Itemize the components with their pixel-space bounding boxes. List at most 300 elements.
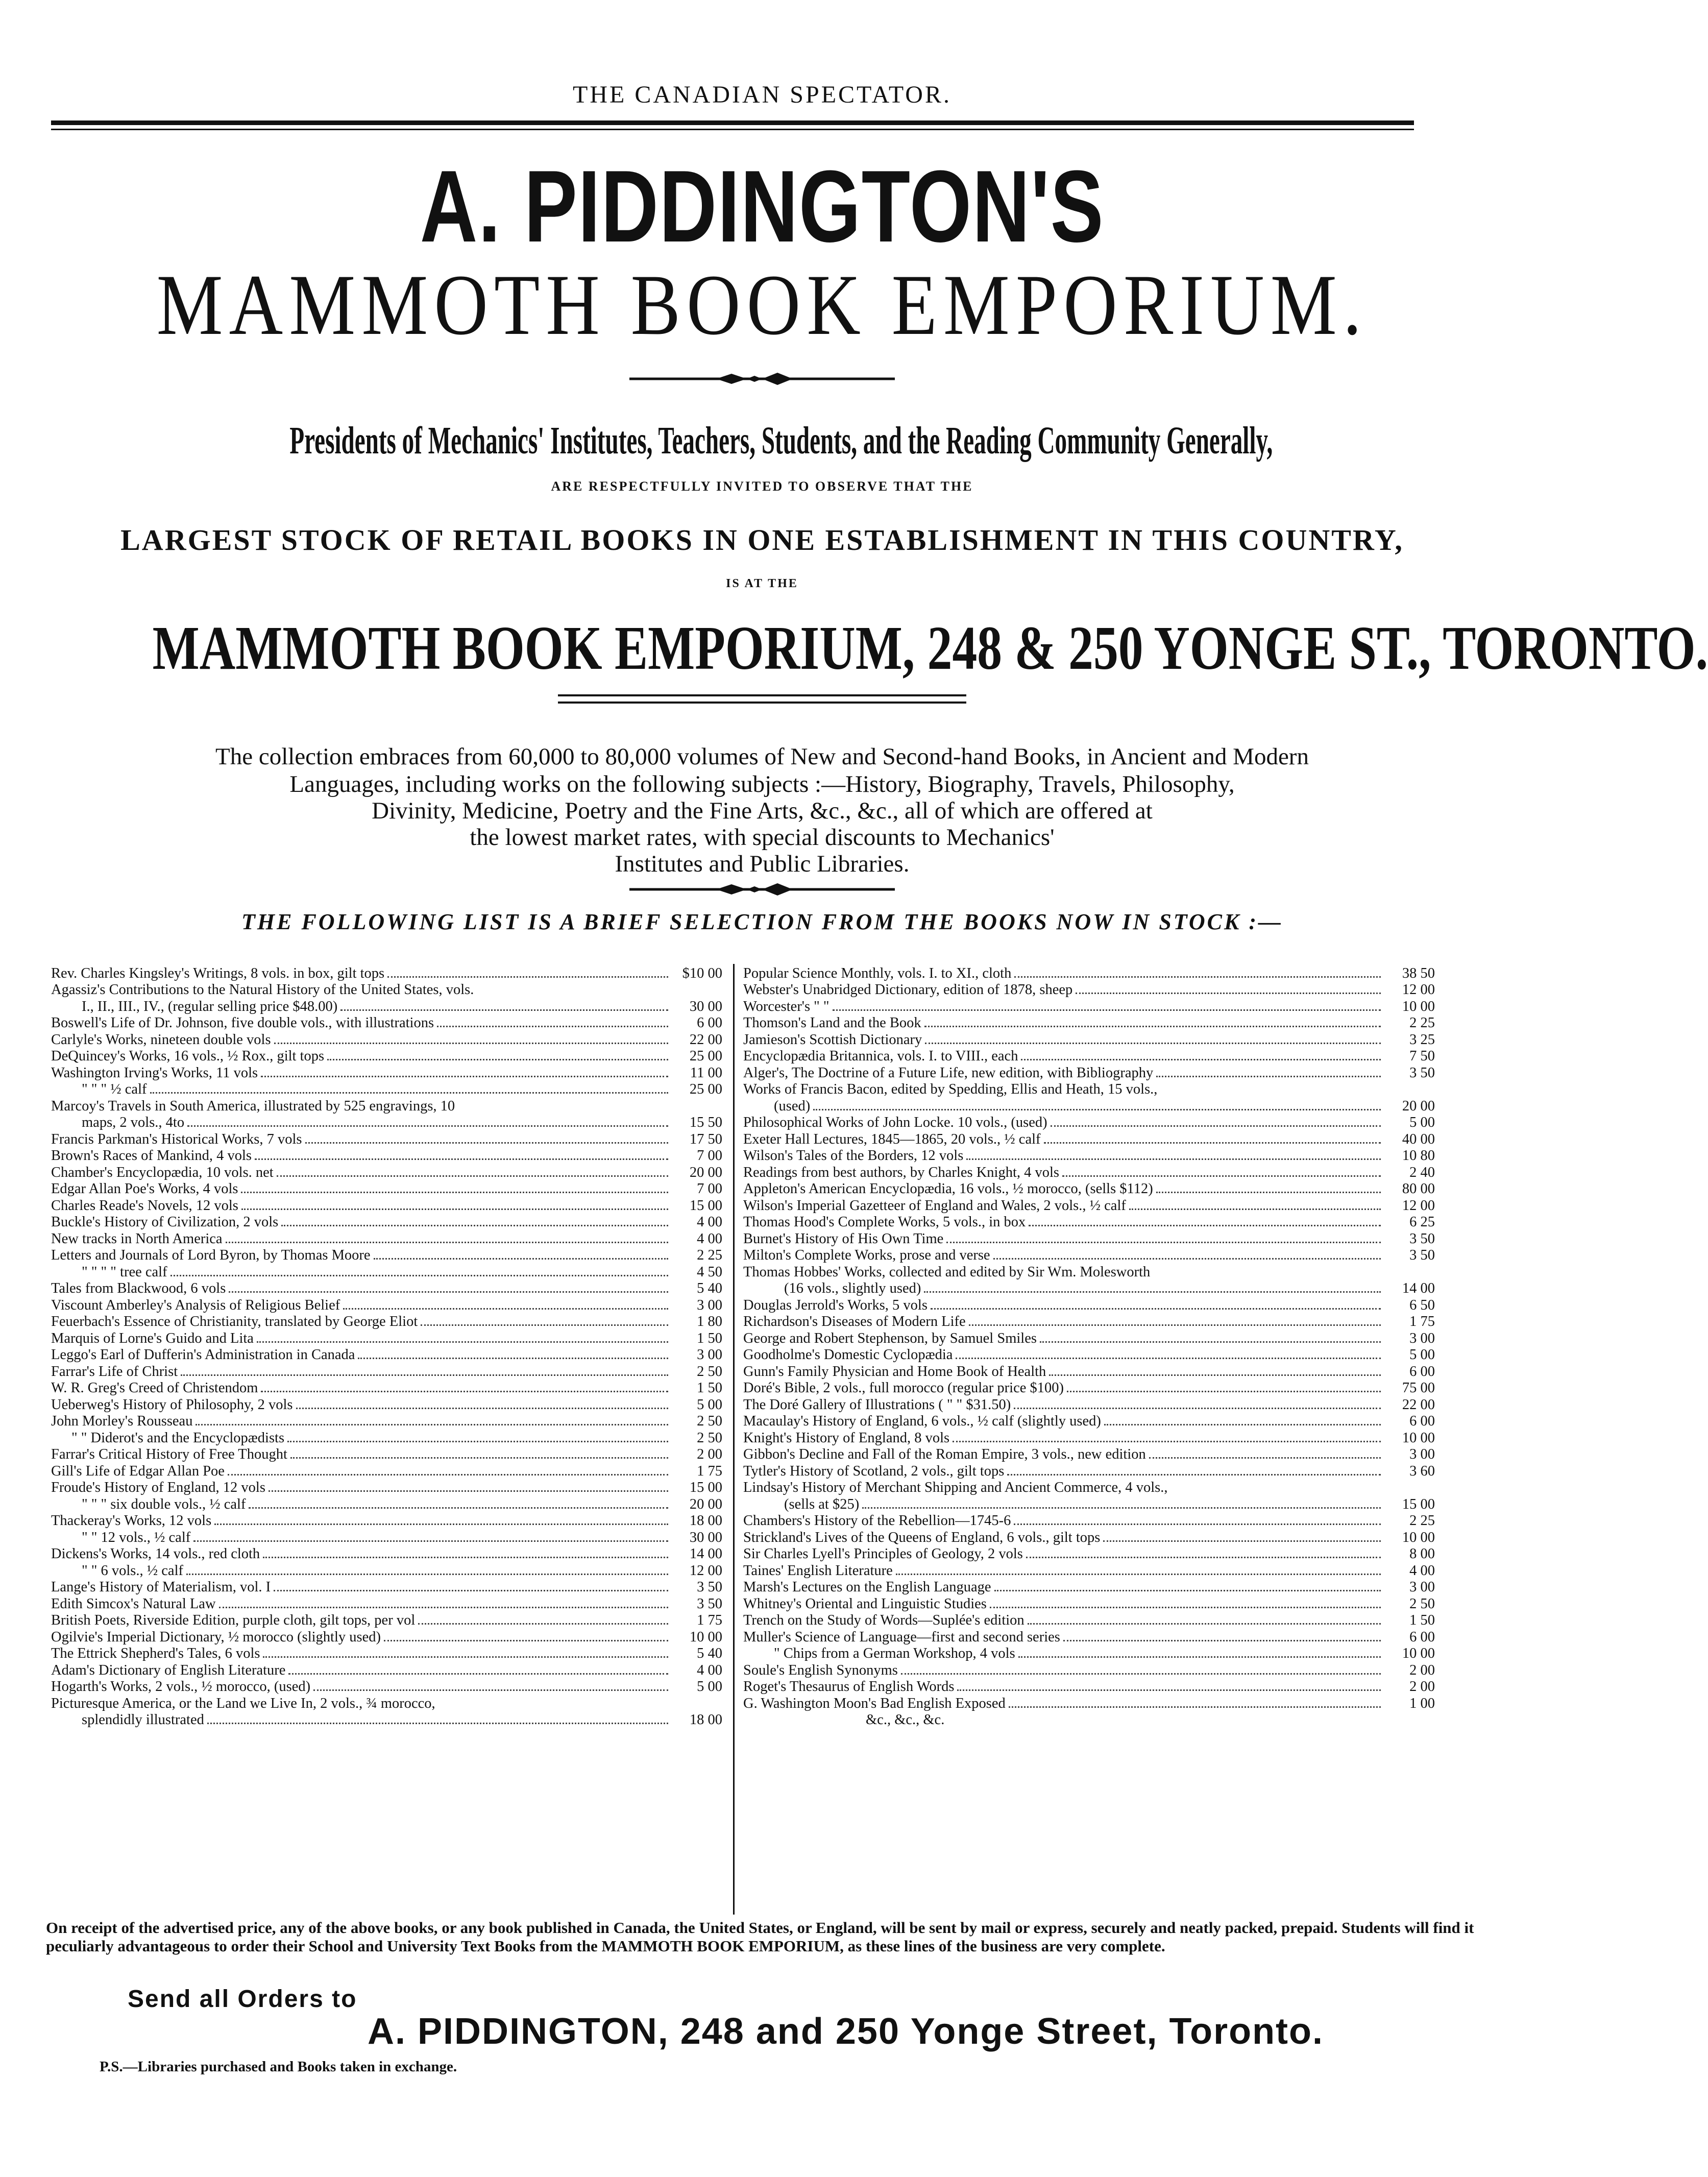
book-list-item bbox=[51, 1031, 722, 1048]
book-title: " Chips from a German Workshop, 4 vols bbox=[774, 1646, 1015, 1661]
book-price: 4 00 bbox=[1409, 1562, 1435, 1579]
book-title: Tytler's History of Scotland, 2 vols., gilt tops bbox=[743, 1463, 1005, 1479]
book-list-item bbox=[51, 1330, 722, 1347]
book-price: 3 50 bbox=[1409, 1065, 1435, 1081]
book-list-item bbox=[743, 1048, 1435, 1065]
collection-line-2: Languages, including works on the following subjects :—History, Biography, Travels, Philosophy, bbox=[289, 771, 1235, 797]
book-list-item bbox=[743, 1446, 1435, 1463]
book-price: 25 00 bbox=[689, 1081, 722, 1097]
leader-dots bbox=[1014, 1408, 1381, 1409]
book-list-item bbox=[743, 1264, 1435, 1280]
leader-dots bbox=[207, 1723, 668, 1724]
book-title: Exeter Hall Lectures, 1845—1865, 20 vols., ½ calf bbox=[743, 1131, 1041, 1147]
book-list-item bbox=[743, 1712, 1435, 1729]
book-list-item bbox=[51, 1148, 722, 1165]
book-price: 14 00 bbox=[1402, 1280, 1435, 1296]
book-title: Carlyle's Works, nineteen double vols bbox=[51, 1031, 271, 1048]
store-address-heading: MAMMOTH BOOK EMPORIUM, 248 & 250 YONGE ST., TORONTO. bbox=[152, 614, 1708, 683]
book-list-item bbox=[51, 1463, 722, 1480]
book-title: (sells at $25) bbox=[784, 1496, 860, 1512]
book-price: 18 00 bbox=[689, 1513, 722, 1529]
leader-dots bbox=[862, 1507, 1381, 1509]
book-price: 38 50 bbox=[1402, 965, 1435, 981]
leader-dots bbox=[1044, 1142, 1381, 1144]
book-price: 2 25 bbox=[1409, 1513, 1435, 1529]
leader-dots bbox=[1103, 1540, 1381, 1542]
leader-dots bbox=[296, 1408, 668, 1409]
leader-dots bbox=[343, 1308, 668, 1310]
book-price: 6 00 bbox=[1409, 1413, 1435, 1429]
book-price: 30 00 bbox=[689, 998, 722, 1014]
running-head: THE CANADIAN SPECTATOR. bbox=[573, 81, 951, 108]
book-title: Wilson's Imperial Gazetteer of England and Wales, 2 vols., ½ calf bbox=[743, 1197, 1126, 1214]
leader-dots bbox=[931, 1308, 1381, 1310]
book-list-item bbox=[51, 1513, 722, 1530]
book-price: 3 50 bbox=[1409, 1247, 1435, 1263]
book-list-item bbox=[743, 1297, 1435, 1314]
book-list-left bbox=[51, 965, 722, 1728]
book-price: 2 25 bbox=[1409, 1015, 1435, 1031]
leader-dots bbox=[1029, 1225, 1381, 1226]
book-title: Thackeray's Works, 12 vols bbox=[51, 1513, 212, 1529]
leader-dots bbox=[1063, 1640, 1381, 1641]
leader-dots bbox=[1156, 1076, 1381, 1077]
book-list-item bbox=[743, 1230, 1435, 1247]
book-title: The Ettrick Shepherd's Tales, 6 vols bbox=[51, 1646, 260, 1661]
book-title: Marcoy's Travels in South America, illustrated by 525 engravings, 10 bbox=[51, 1098, 455, 1114]
book-list-item bbox=[51, 1546, 722, 1563]
book-list-item bbox=[743, 1065, 1435, 1081]
header-rule-thin bbox=[51, 129, 1414, 130]
leader-dots bbox=[290, 1457, 668, 1459]
book-price: 10 00 bbox=[1402, 1529, 1435, 1545]
book-list-item bbox=[51, 1098, 722, 1115]
book-price: 12 00 bbox=[689, 1562, 722, 1579]
book-price: 1 50 bbox=[697, 1380, 722, 1396]
book-title: Gunn's Family Physician and Home Book of Health bbox=[743, 1363, 1046, 1380]
book-list-item bbox=[743, 1480, 1435, 1496]
book-title: Thomson's Land and the Book bbox=[743, 1015, 921, 1031]
book-list-item bbox=[743, 1496, 1435, 1513]
book-title: Soule's English Synonyms bbox=[743, 1662, 898, 1678]
leader-dots bbox=[277, 1175, 668, 1177]
leader-dots bbox=[946, 1242, 1381, 1243]
leader-dots bbox=[1149, 1457, 1381, 1459]
book-list-item bbox=[743, 1181, 1435, 1198]
book-price: 7 50 bbox=[1409, 1048, 1435, 1064]
ornament-divider-top bbox=[629, 371, 895, 386]
book-list-item bbox=[51, 1297, 722, 1314]
book-price: 30 00 bbox=[689, 1529, 722, 1545]
book-price: 40 00 bbox=[1402, 1131, 1435, 1147]
list-heading: THE FOLLOWING LIST IS A BRIEF SELECTION FROM THE BOOKS NOW IN STOCK :— bbox=[241, 909, 1283, 934]
book-price: 4 00 bbox=[697, 1662, 722, 1678]
double-rule-top bbox=[558, 694, 966, 696]
book-price: 5 00 bbox=[697, 1679, 722, 1695]
book-title: Encyclopædia Britannica, vols. I. to VIII., each bbox=[743, 1048, 1018, 1064]
book-title: DeQuincey's Works, 16 vols., ½ Rox., gilt tops bbox=[51, 1048, 325, 1064]
book-title: Leggo's Earl of Dufferin's Administration in Canada bbox=[51, 1347, 355, 1363]
advertiser-name: A. PIDDINGTON'S bbox=[420, 150, 1105, 263]
book-price: 5 40 bbox=[697, 1280, 722, 1296]
book-list-item bbox=[743, 1380, 1435, 1397]
book-list-item bbox=[51, 1247, 722, 1264]
book-title: John Morley's Rousseau bbox=[51, 1413, 193, 1429]
book-list-item bbox=[51, 998, 722, 1015]
column-separator bbox=[733, 964, 735, 1915]
book-title: Lindsay's History of Merchant Shipping and Ancient Commerce, 4 vols., bbox=[743, 1480, 1168, 1495]
book-title: Dickens's Works, 14 vols., red cloth bbox=[51, 1546, 260, 1562]
leader-dots bbox=[990, 1607, 1381, 1608]
book-price: 20 00 bbox=[1402, 1098, 1435, 1114]
leader-dots bbox=[1040, 1341, 1381, 1343]
book-price: 2 25 bbox=[697, 1247, 722, 1263]
book-list-item bbox=[743, 982, 1435, 999]
book-price: 10 00 bbox=[689, 1629, 722, 1645]
book-list-item bbox=[743, 1330, 1435, 1347]
leader-dots bbox=[969, 1324, 1381, 1326]
book-title: The Doré Gallery of Illustrations ( " " $31.50) bbox=[743, 1396, 1011, 1413]
collection-line-4: the lowest market rates, with special discounts to Mechanics' bbox=[470, 824, 1055, 851]
book-price: 15 00 bbox=[689, 1480, 722, 1495]
leader-dots bbox=[241, 1208, 668, 1210]
book-title: Froude's History of England, 12 vols bbox=[51, 1480, 265, 1495]
book-price: 3 50 bbox=[1409, 1230, 1435, 1247]
book-list-item bbox=[51, 1396, 722, 1413]
leader-dots bbox=[953, 1441, 1381, 1442]
leader-dots bbox=[956, 1358, 1381, 1359]
book-price: 3 00 bbox=[1409, 1579, 1435, 1595]
leader-dots bbox=[925, 1043, 1381, 1044]
book-list-item bbox=[51, 1230, 722, 1247]
leader-dots bbox=[261, 1076, 668, 1077]
book-list-item bbox=[743, 1247, 1435, 1264]
book-price: 18 00 bbox=[689, 1712, 722, 1728]
book-list-item bbox=[51, 1347, 722, 1364]
leader-dots bbox=[263, 1656, 668, 1658]
book-price: 6 00 bbox=[697, 1015, 722, 1031]
leader-dots bbox=[957, 1689, 1381, 1691]
leader-dots bbox=[287, 1441, 668, 1442]
book-list-item bbox=[51, 1612, 722, 1629]
leader-dots bbox=[255, 1158, 668, 1160]
book-list-item bbox=[51, 1679, 722, 1696]
leader-dots bbox=[229, 1291, 668, 1293]
book-title: Farrar's Critical History of Free Thought bbox=[51, 1446, 287, 1462]
send-orders-label: Send all Orders to bbox=[128, 1986, 357, 2013]
collection-line-3: Divinity, Medicine, Poetry and the Fine Arts, &c., &c., all of which are offered at bbox=[372, 797, 1153, 824]
leader-dots bbox=[1062, 1175, 1381, 1177]
book-list-item bbox=[743, 1347, 1435, 1364]
book-price: 1 75 bbox=[1409, 1314, 1435, 1329]
ornament-divider-bottom bbox=[629, 882, 895, 897]
book-list-item bbox=[743, 1197, 1435, 1214]
book-list-item bbox=[51, 1413, 722, 1430]
book-title: Edgar Allan Poe's Works, 4 vols bbox=[51, 1181, 238, 1197]
book-list-item bbox=[51, 1065, 722, 1081]
book-title: Gibbon's Decline and Fall of the Roman Empire, 3 vols., new edition bbox=[743, 1446, 1146, 1462]
book-list-item bbox=[51, 1662, 722, 1679]
book-price: 15 00 bbox=[1402, 1496, 1435, 1512]
book-title: Feuerbach's Essence of Christianity, translated by George Eliot bbox=[51, 1314, 418, 1329]
leader-dots bbox=[241, 1192, 668, 1193]
book-list-item bbox=[743, 1463, 1435, 1480]
invited-line: ARE RESPECTFULLY INVITED TO OBSERVE THAT THE bbox=[551, 479, 973, 494]
leader-dots bbox=[1051, 1125, 1381, 1127]
book-title: Buckle's History of Civilization, 2 vols bbox=[51, 1214, 279, 1230]
book-list-item bbox=[743, 1115, 1435, 1131]
emporium-title: MAMMOTH BOOK EMPORIUM. bbox=[156, 257, 1368, 353]
book-title: Macaulay's History of England, 6 vols., ½ calf (slightly used) bbox=[743, 1413, 1101, 1429]
leader-dots bbox=[1076, 993, 1381, 994]
book-title: Popular Science Monthly, vols. I. to XI., cloth bbox=[743, 965, 1012, 981]
book-title: " " " " tree calf bbox=[82, 1264, 167, 1280]
book-title: Boswell's Life of Dr. Johnson, five double vols., with illustrations bbox=[51, 1015, 434, 1031]
book-price: 5 00 bbox=[1409, 1347, 1435, 1363]
book-price: 2 00 bbox=[697, 1446, 722, 1462]
book-price: 15 00 bbox=[689, 1197, 722, 1214]
book-list-item bbox=[743, 1131, 1435, 1148]
book-title: Roget's Thesaurus of English Words bbox=[743, 1679, 955, 1695]
book-title: Richardson's Diseases of Modern Life bbox=[743, 1314, 966, 1329]
leader-dots bbox=[263, 1557, 668, 1558]
book-price: 25 00 bbox=[689, 1048, 722, 1064]
leader-dots bbox=[274, 1043, 668, 1044]
book-title: Whitney's Oriental and Linguistic Studies bbox=[743, 1595, 987, 1612]
book-title: Readings from best authors, by Charles Knight, 4 vols bbox=[743, 1164, 1060, 1180]
book-price: 4 00 bbox=[697, 1214, 722, 1230]
order-address: A. PIDDINGTON, 248 and 250 Yonge Street, Toronto. bbox=[368, 2011, 1324, 2052]
book-title: " " 6 vols., ½ calf bbox=[82, 1562, 183, 1579]
leader-dots bbox=[1156, 1192, 1381, 1193]
book-price: 1 80 bbox=[697, 1314, 722, 1329]
book-price: 15 50 bbox=[689, 1115, 722, 1130]
book-price: 14 00 bbox=[689, 1546, 722, 1562]
book-list-item bbox=[51, 1562, 722, 1579]
book-title: Chamber's Encyclopædia, 10 vols. net bbox=[51, 1164, 274, 1180]
book-price: 7 00 bbox=[697, 1181, 722, 1197]
book-title: &c., &c., &c. bbox=[866, 1712, 945, 1728]
leader-dots bbox=[924, 1291, 1381, 1293]
book-title: Marquis of Lorne's Guido and Lita bbox=[51, 1330, 254, 1346]
leader-dots bbox=[288, 1673, 668, 1675]
book-list-item bbox=[743, 1314, 1435, 1331]
book-price: 1 50 bbox=[697, 1330, 722, 1346]
book-price: 20 00 bbox=[689, 1496, 722, 1512]
book-title: Worcester's " " bbox=[743, 998, 829, 1014]
book-price: 7 00 bbox=[697, 1148, 722, 1164]
book-title: maps, 2 vols., 4to bbox=[82, 1115, 185, 1130]
book-list-item bbox=[51, 1496, 722, 1513]
book-price: 75 00 bbox=[1402, 1380, 1435, 1396]
leader-dots bbox=[1026, 1557, 1381, 1558]
leader-dots bbox=[1014, 1523, 1381, 1525]
leader-dots bbox=[1049, 1374, 1381, 1376]
book-list-item bbox=[743, 1579, 1435, 1596]
book-list-item bbox=[743, 965, 1435, 982]
book-title: " " 12 vols., ½ calf bbox=[82, 1529, 191, 1545]
collection-line-1: The collection embraces from 60,000 to 80,000 volumes of New and Second-hand Books, in Ancient and Modern bbox=[215, 743, 1309, 770]
leader-dots bbox=[437, 1026, 668, 1027]
book-list-item bbox=[743, 1148, 1435, 1165]
book-list-item bbox=[51, 1181, 722, 1198]
leader-dots bbox=[813, 1109, 1381, 1110]
leader-dots bbox=[1007, 1474, 1381, 1475]
leader-dots bbox=[261, 1391, 668, 1392]
book-price: 5 00 bbox=[697, 1396, 722, 1413]
book-list-item bbox=[51, 1480, 722, 1496]
largest-stock-line: LARGEST STOCK OF RETAIL BOOKS IN ONE ESTABLISHMENT IN THIS COUNTRY, bbox=[120, 523, 1404, 557]
leader-dots bbox=[1028, 1623, 1381, 1625]
book-title: George and Robert Stephenson, by Samuel Smiles bbox=[743, 1330, 1037, 1346]
book-title: Farrar's Life of Christ bbox=[51, 1363, 178, 1380]
book-title: Sir Charles Lyell's Principles of Geology, 2 vols bbox=[743, 1546, 1023, 1562]
leader-dots bbox=[924, 1026, 1381, 1027]
book-title: Muller's Science of Language—first and second series bbox=[743, 1629, 1060, 1645]
book-price: 10 00 bbox=[1402, 1430, 1435, 1446]
leader-dots bbox=[358, 1358, 668, 1359]
book-title: Works of Francis Bacon, edited by Spedding, Ellis and Heath, 15 vols., bbox=[743, 1081, 1158, 1097]
book-list-item bbox=[743, 1595, 1435, 1612]
book-price: 2 50 bbox=[697, 1363, 722, 1380]
book-list-item bbox=[743, 1081, 1435, 1098]
book-title: W. R. Greg's Creed of Christendom bbox=[51, 1380, 258, 1396]
book-title: Rev. Charles Kingsley's Writings, 8 vols. in box, gilt tops bbox=[51, 965, 385, 981]
leader-dots bbox=[249, 1507, 668, 1509]
leader-dots bbox=[186, 1574, 668, 1575]
book-price: 1 75 bbox=[697, 1612, 722, 1628]
book-list-item bbox=[743, 998, 1435, 1015]
book-list-item bbox=[51, 1646, 722, 1662]
book-list-item bbox=[743, 1015, 1435, 1032]
leader-dots bbox=[193, 1540, 668, 1542]
book-price: 3 50 bbox=[697, 1595, 722, 1612]
book-list-item bbox=[51, 1280, 722, 1297]
book-list-item bbox=[743, 1695, 1435, 1712]
book-title: Ogilvie's Imperial Dictionary, ½ morocco (slightly used) bbox=[51, 1629, 381, 1645]
book-title: Knight's History of England, 8 vols bbox=[743, 1430, 950, 1446]
book-list-item bbox=[743, 1396, 1435, 1413]
book-price: 11 00 bbox=[690, 1065, 722, 1081]
book-list-item bbox=[743, 1413, 1435, 1430]
leader-dots bbox=[274, 1590, 668, 1591]
double-rule-bottom bbox=[558, 702, 966, 704]
leader-dots bbox=[1014, 976, 1381, 978]
book-price: 10 80 bbox=[1402, 1148, 1435, 1164]
leader-dots bbox=[994, 1590, 1381, 1591]
book-list-item bbox=[743, 1612, 1435, 1629]
book-title: Thomas Hood's Complete Works, 5 vols., in box bbox=[743, 1214, 1026, 1230]
book-title: Agassiz's Contributions to the Natural History of the United States, vols. bbox=[51, 982, 474, 998]
book-list-item bbox=[51, 1164, 722, 1181]
book-title: New tracks in North America bbox=[51, 1230, 223, 1247]
book-list-item bbox=[51, 1579, 722, 1596]
leader-dots bbox=[281, 1225, 668, 1226]
book-title: Webster's Unabridged Dictionary, edition of 1878, sheep bbox=[743, 982, 1073, 998]
header-rule-thick bbox=[51, 120, 1414, 125]
book-price: 3 00 bbox=[1409, 1446, 1435, 1462]
book-price: 3 00 bbox=[1409, 1330, 1435, 1346]
leader-dots bbox=[327, 1059, 668, 1060]
book-list-item bbox=[743, 1629, 1435, 1646]
collection-line-5: Institutes and Public Libraries. bbox=[615, 851, 910, 877]
book-price: 2 00 bbox=[1409, 1679, 1435, 1695]
book-list-item bbox=[743, 1164, 1435, 1181]
book-list-item bbox=[51, 1048, 722, 1065]
book-list-item bbox=[51, 1629, 722, 1646]
postscript: P.S.—Libraries purchased and Books taken in exchange. bbox=[100, 2059, 457, 2075]
book-list-item bbox=[743, 1646, 1435, 1662]
book-title: Washington Irving's Works, 11 vols bbox=[51, 1065, 258, 1081]
book-list-item bbox=[743, 1031, 1435, 1048]
book-list-item bbox=[51, 1214, 722, 1231]
book-price: 3 25 bbox=[1409, 1031, 1435, 1048]
book-title: Viscount Amberley's Analysis of Religious Belief bbox=[51, 1297, 340, 1313]
book-list-item bbox=[743, 1430, 1435, 1446]
leader-dots bbox=[1067, 1391, 1381, 1392]
book-list-item bbox=[743, 1679, 1435, 1696]
book-title: Douglas Jerrold's Works, 5 vols bbox=[743, 1297, 928, 1313]
book-list-item bbox=[51, 1380, 722, 1397]
leader-dots bbox=[228, 1474, 668, 1475]
book-title: " " Diderot's and the Encyclopædists bbox=[71, 1430, 285, 1446]
book-price: 4 00 bbox=[697, 1230, 722, 1247]
leader-dots bbox=[896, 1574, 1381, 1575]
leader-dots bbox=[170, 1275, 668, 1276]
is-at-line: IS AT THE bbox=[726, 577, 798, 590]
book-price: 4 50 bbox=[697, 1264, 722, 1280]
book-title: " " " six double vols., ½ calf bbox=[82, 1496, 246, 1512]
book-price: 2 00 bbox=[1409, 1662, 1435, 1678]
book-list-item bbox=[51, 1015, 722, 1032]
book-title: Appleton's American Encyclopædia, 16 vols., ½ morocco, (sells $112) bbox=[743, 1181, 1153, 1197]
book-price: 22 00 bbox=[1402, 1396, 1435, 1413]
book-list-item bbox=[51, 1131, 722, 1148]
book-list-item bbox=[51, 1695, 722, 1712]
book-title: Hogarth's Works, 2 vols., ½ morocco, (used) bbox=[51, 1679, 311, 1695]
leader-dots bbox=[305, 1142, 668, 1144]
book-price: 2 40 bbox=[1409, 1164, 1435, 1180]
book-list-item bbox=[743, 1546, 1435, 1563]
leader-dots bbox=[384, 1640, 668, 1641]
book-title: Doré's Bible, 2 vols., full morocco (regular price $100) bbox=[743, 1380, 1064, 1396]
book-price: 3 60 bbox=[1409, 1463, 1435, 1479]
book-title: Ueberweg's History of Philosophy, 2 vols bbox=[51, 1396, 293, 1413]
book-price: $10 00 bbox=[682, 965, 722, 981]
book-price: 6 25 bbox=[1409, 1214, 1435, 1230]
book-price: 6 00 bbox=[1409, 1363, 1435, 1380]
leader-dots bbox=[1009, 1706, 1381, 1708]
book-list-item bbox=[51, 1115, 722, 1131]
book-list-item bbox=[51, 965, 722, 982]
book-title: Letters and Journals of Lord Byron, by Thomas Moore bbox=[51, 1247, 371, 1263]
leader-dots bbox=[387, 976, 668, 978]
book-list-item bbox=[743, 1562, 1435, 1579]
leader-dots bbox=[421, 1324, 668, 1326]
book-price: 10 00 bbox=[1402, 998, 1435, 1014]
book-price: 2 50 bbox=[1409, 1595, 1435, 1612]
book-title: Thomas Hobbes' Works, collected and edited by Sir Wm. Molesworth bbox=[743, 1264, 1151, 1280]
book-title: Charles Reade's Novels, 12 vols bbox=[51, 1197, 238, 1214]
book-list-item bbox=[51, 1712, 722, 1729]
leader-dots bbox=[901, 1673, 1381, 1675]
leader-dots bbox=[418, 1623, 668, 1625]
book-list-item bbox=[743, 1363, 1435, 1380]
book-price: 12 00 bbox=[1402, 1197, 1435, 1214]
book-title: Philosophical Works of John Locke. 10 vols., (used) bbox=[743, 1115, 1047, 1130]
book-price: 12 00 bbox=[1402, 982, 1435, 998]
book-title: splendidly illustrated bbox=[82, 1712, 204, 1728]
